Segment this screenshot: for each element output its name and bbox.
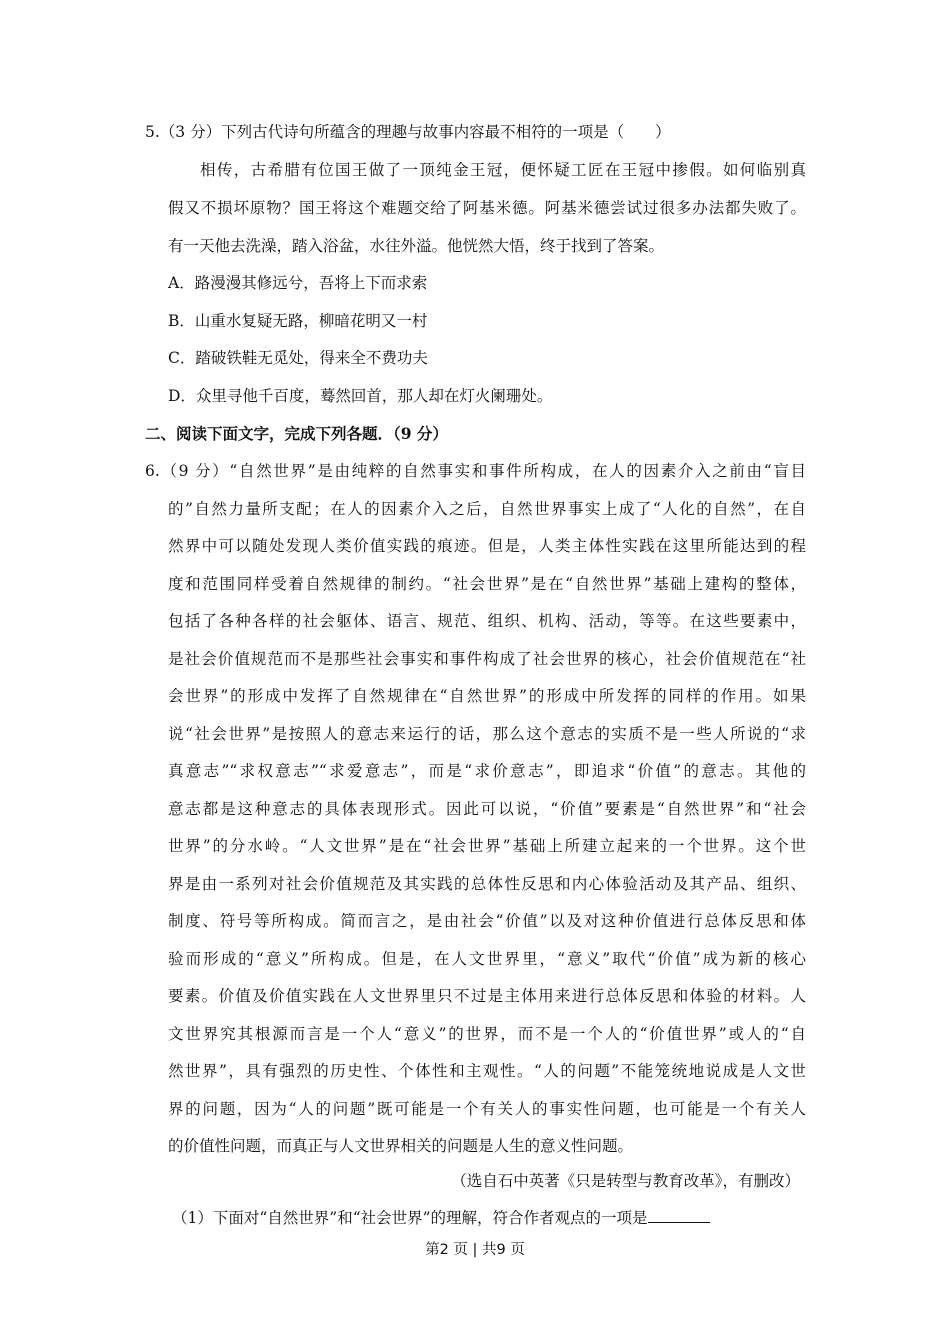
q6-passage-line: 制度、符号等所构成。简而言之，是由社会“价值”以及对这种价值进行总体反思和体 xyxy=(168,912,806,930)
q5-option-b: B．山重水复疑无路，柳暗花明又一村 xyxy=(168,312,428,330)
q6-passage-line: 要素。价值及价值实践在人文世界里只不过是主体用来进行总体反思和体验的材料。人 xyxy=(168,987,806,1005)
q5-stem: 5.（3 分）下列古代诗句所蕴含的理趣与故事内容最不相符的一项是（ ） xyxy=(145,123,671,141)
q6-passage-line: 然界中可以随处发现人类价值实践的痕迹。但是，人类主体性实践在这里所能达到的程 xyxy=(168,537,806,555)
q6-passage-line: 的”自然力量所支配；在人的因素介入之后，自然世界事实上成了“人化的自然”，在自 xyxy=(168,500,806,518)
q6-passage-line: 真意志”“求权意志”“求爱意志”，而是“求价意志”，即追求“价值”的意志。其他的 xyxy=(168,762,806,780)
q5-option-c: C．踏破铁鞋无觅处，得来全不费功夫 xyxy=(168,349,428,367)
q6-passage-line: 文世界究其根源而言是一个人“意义”的世界，而不是一个人的“价值世界”或人的“自 xyxy=(168,1025,806,1043)
q6-passage-line: 的价值性问题，而真正与人文世界相关的问题是人生的意义性问题。 xyxy=(168,1137,634,1155)
page-footer: 第2 页 | 共9 页 xyxy=(425,1242,525,1258)
q6-passage-line: 界的问题，因为“人的问题”既可能是一个有关人的事实性问题，也可能是一个有关人 xyxy=(168,1100,806,1118)
answer-blank[interactable] xyxy=(648,1208,710,1223)
q5-passage-line: 相传，古希腊有位国王做了一顶纯金王冠，便怀疑工匠在王冠中掺假。如何临别真 xyxy=(200,161,806,179)
q6-passage-line: 6.（9 分）“自然世界”是由纯粹的自然事实和事件所构成，在人的因素介入之前由“盲目 xyxy=(145,462,806,480)
q6-passage-line: 会世界”的形成中发挥了自然规律在“自然世界”的形成中所发挥的同样的作用。如果 xyxy=(168,687,806,705)
q6-passage-line: 度和范围同样受着自然规律的制约。“社会世界”是在“自然世界”基础上建构的整体， xyxy=(168,575,806,593)
q6-passage-line: 包括了各种各样的社会躯体、语言、规范、组织、机构、活动，等等。在这些要素中， xyxy=(168,612,806,630)
q6-passage-line: 意志都是这种意志的具体表现形式。因此可以说，“价值”要素是“自然世界”和“社会 xyxy=(168,800,806,818)
q5-passage-line: 假又不损坏原物？国王将这个难题交给了阿基米德。阿基米德尝试过很多办法都失败了。 xyxy=(168,199,806,217)
q6-passage-line: 界是由一系列对社会价值规范及其实践的总体性反思和内心体验活动及其产品、组织、 xyxy=(168,875,806,893)
q5-option-d: D．众里寻他千百度，蓦然回首，那人却在灯火阑珊处。 xyxy=(168,387,553,405)
q6-passage-line: 说“社会世界”是按照人的意志来运行的话，那么这个意志的实质不是一些人所说的“求 xyxy=(168,725,806,743)
q6-passage-line: 然世界”，具有强烈的历史性、个体性和主观性。“人的问题”不能笼统地说成是人文世 xyxy=(168,1062,806,1080)
q5-passage-line: 有一天他去洗澡，踏入浴盆，水往外溢。他恍然大悟，终于找到了答案。 xyxy=(168,237,665,255)
q6-passage-line: 世界”的分水岭。“人文世界”是在“社会世界”基础上所建立起来的一个世界。这个世 xyxy=(168,837,806,855)
sub-question-1 xyxy=(172,1208,710,1228)
source-attribution: （选自石中英著《只是转型与教育改革》，有删改） xyxy=(451,1172,800,1190)
q5-option-a: A．路漫漫其修远兮，吾将上下而求索 xyxy=(168,274,428,292)
section-heading: 二、阅读下面文字，完成下列各题．（9 分） xyxy=(145,424,448,443)
q6-passage-line: 验而形成的“意义”所构成。但是，在人文世界里，“意义”取代“价值”成为新的核心 xyxy=(168,950,806,968)
q6-passage-line: 是社会价值规范而不是那些社会事实和事件构成了社会世界的核心，社会价值规范在“社 xyxy=(168,650,806,668)
sub-question-1-text: （1）下面对“自然世界”和“社会世界”的理解，符合作者观点的一项是 xyxy=(172,1209,648,1227)
